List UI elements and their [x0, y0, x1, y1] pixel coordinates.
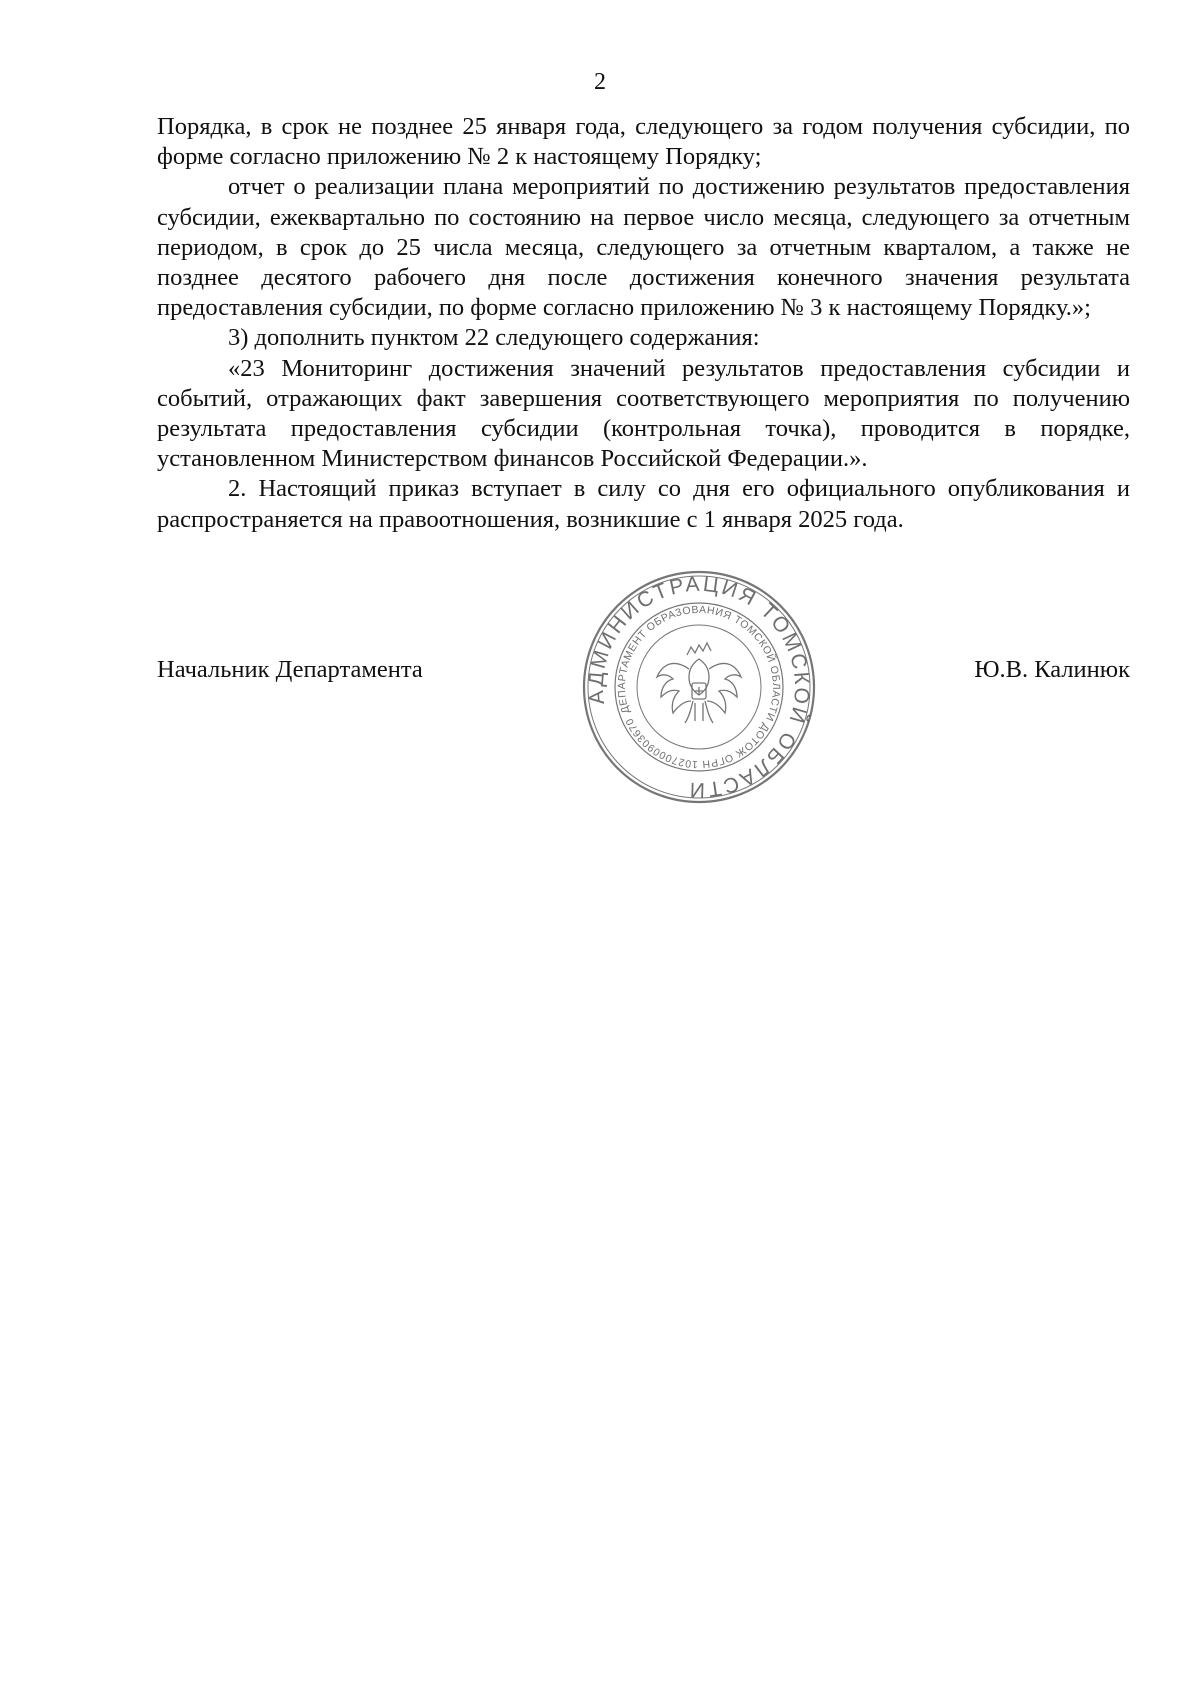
- paragraph: Порядка, в срок не позднее 25 января года, следующего за годом получения субсидии, по форме согласно приложению № 2 к настоящему Порядку;: [157, 113, 1130, 171]
- signature-name: Ю.В. Калинюк: [974, 656, 1130, 683]
- paragraph: отчет о реализации плана мероприятий по достижению результатов предоставления субсидии, ежеквартально по состоянию на первое число месяца, следующего за отчетным периодом, в срок до 25 числа месяца, следующего за отчетным кварталом, а также не позднее десятого рабочего дня после достижения конечного значения результата предоставления субсидии, по форме согласно приложению № 3 к настоящему Порядку.»;: [157, 173, 1130, 322]
- svg-text:АДМИНИСТРАЦИЯ ТОМСКОЙ ОБЛАСТИ: АДМИНИСТРАЦИЯ ТОМСКОЙ ОБЛАСТИ: [584, 572, 814, 802]
- signature-position: Начальник Департамента: [157, 656, 423, 683]
- svg-text:ДЕПАРТАМЕНТ ОБРАЗОВАНИЯ ТОМСКО: ДЕПАРТАМЕНТ ОБРАЗОВАНИЯ ТОМСКОЙ ОБЛАСТИ ДОТОЖ ОГРН 1027000903670: [615, 603, 783, 771]
- paragraph: 2. Настоящий приказ вступает в силу со дня его официального опубликования и распространяется на правоотношения, возникшие с 1 января 2025 года.: [157, 475, 1130, 533]
- official-stamp: [579, 567, 819, 807]
- paragraph: 3) дополнить пунктом 22 следующего содержания:: [228, 324, 760, 352]
- paragraph: «23 Мониторинг достижения значений результатов предоставления субсидии и событий, отражающих факт завершения соответствующего мероприятия по получению результата предоставления субсидии (контрольная точка), проводится в порядке, установленном Министерством финансов Российской Федерации.».: [157, 354, 1130, 473]
- page-number: 2: [594, 69, 606, 95]
- document-body: [157, 112, 1130, 535]
- coat-of-arms-icon: [657, 643, 741, 723]
